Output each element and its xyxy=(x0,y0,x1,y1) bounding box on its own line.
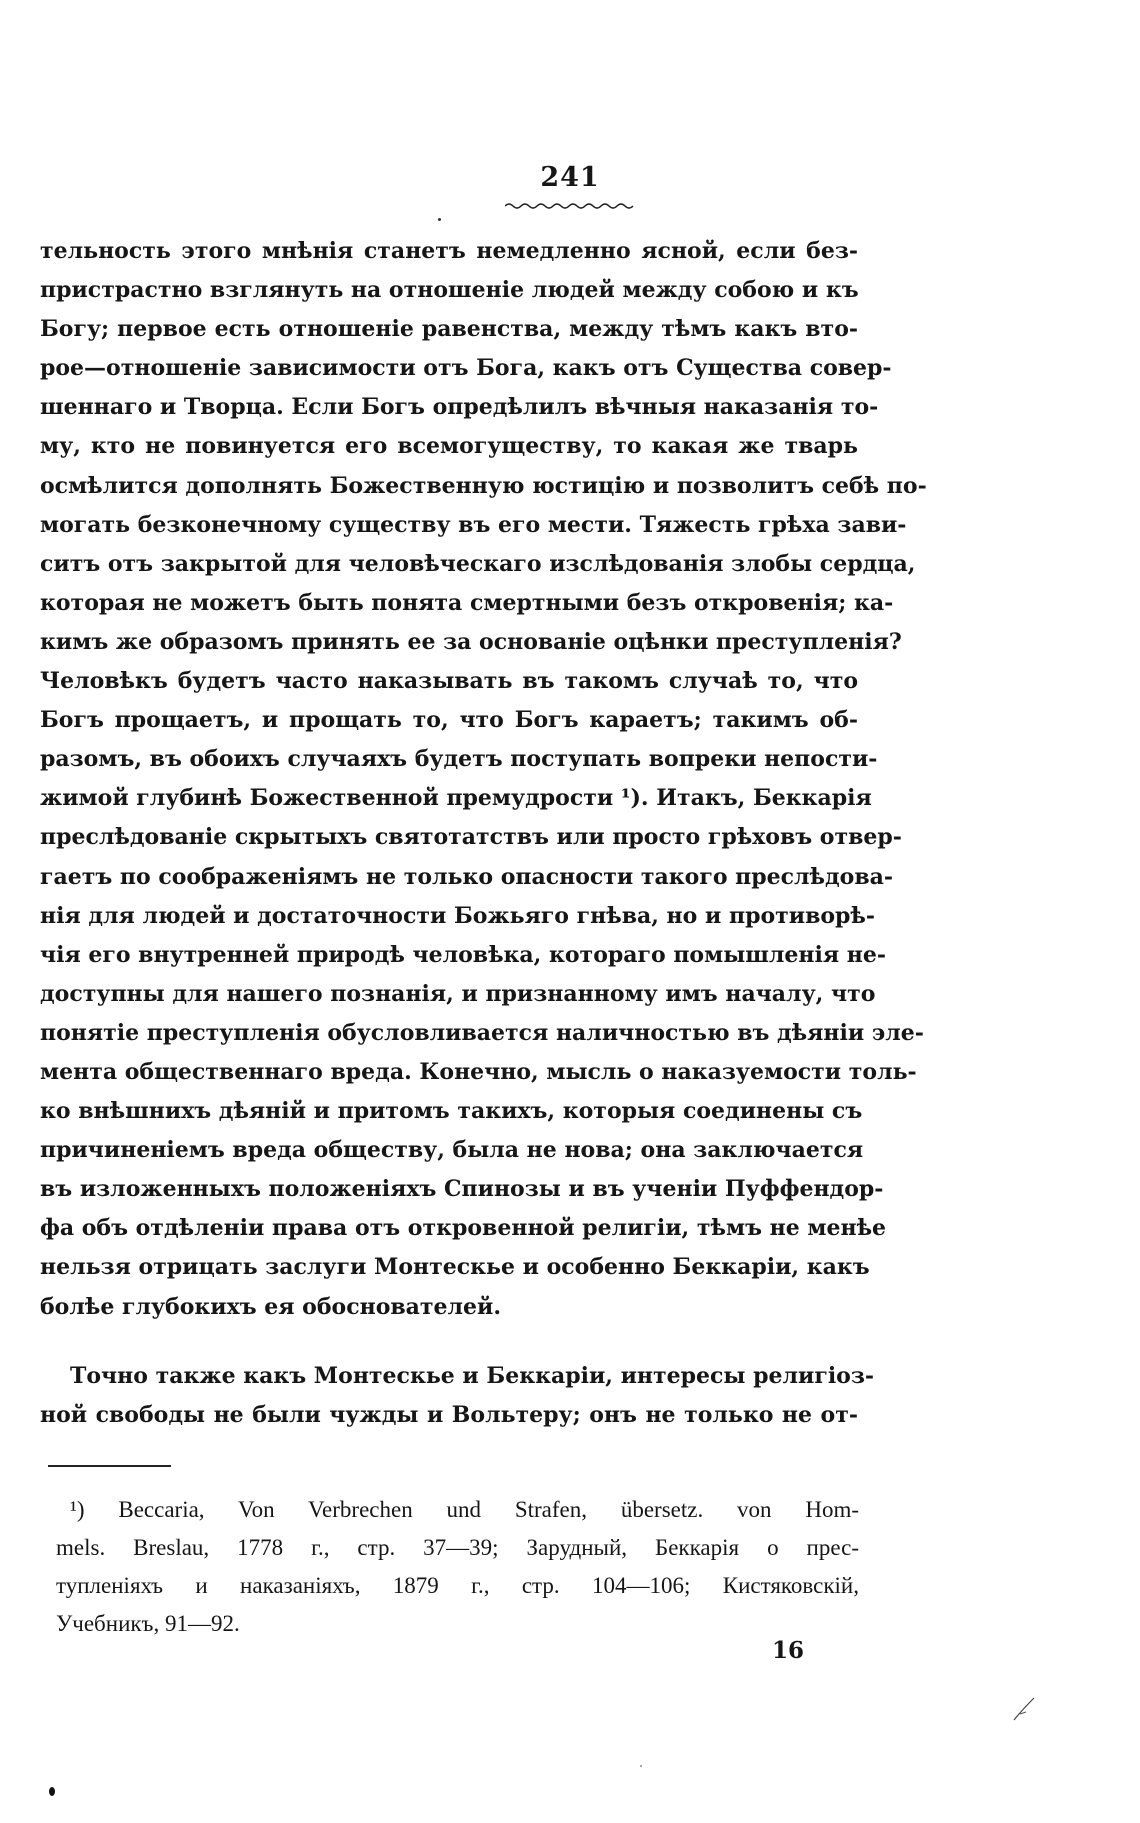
header-ornament xyxy=(0,196,1140,215)
footnote-line: тупленіяхъ и наказаніяхъ, 1879 г., стр. 104—106; Кистяковскій, xyxy=(56,1573,859,1598)
text-line: которая не можетъ быть понята смертными безъ откровенія; ка- xyxy=(40,589,894,616)
text-line: Человѣкъ будетъ часто наказывать въ такомъ случаѣ то, что xyxy=(40,668,858,695)
second-paragraph xyxy=(40,1357,875,1435)
page-number: 241 xyxy=(540,162,600,193)
text-line: ной свободы не были чужды и Вольтеру; онъ не только не от- xyxy=(40,1402,858,1429)
text-line: рое—отношеніе зависимости отъ Бога, какъ отъ Существа совер- xyxy=(40,355,892,382)
text-line: мента общественнаго вреда. Конечно, мысль о наказуемости толь- xyxy=(40,1058,917,1085)
text-line: чія его внутренней природѣ человѣка, котораго помышленія не- xyxy=(40,941,887,968)
text-line: преслѣдованіе скрытыхъ святотатствъ или просто грѣховъ отвер- xyxy=(40,824,902,851)
text-line: гаетъ по соображеніямъ не только опасности такого преслѣдова- xyxy=(40,863,894,890)
main-paragraph xyxy=(40,232,927,1327)
text-line: въ изложенныхъ положеніяхъ Спинозы и въ ученіи Пуффендор- xyxy=(40,1176,884,1203)
text-line: разомъ, въ обоихъ случаяхъ будетъ поступать вопреки непости- xyxy=(40,746,878,773)
text-line: кимъ же образомъ принять ее за основаніе оцѣнки преступленія? xyxy=(40,628,902,655)
text-line: тельность этого мнѣнія станетъ немедленно ясной, если без- xyxy=(40,238,858,264)
text-line: могать безконечному существу въ его мести. Тяжесть грѣха зави- xyxy=(40,511,907,538)
text-line: му, кто не повинуется его всемогуществу, то какая же тварь xyxy=(40,433,858,460)
footnote xyxy=(56,1491,859,1643)
footnote-line: ¹) Beccaria, Von Verbrechen und Strafen, übersetz. von Hom- xyxy=(70,1497,859,1522)
text-line: Богъ прощаетъ, и прощать то, что Богъ караетъ; такимъ об- xyxy=(40,707,858,734)
text-line: болѣе глубокихъ ея обоснователей. xyxy=(40,1293,502,1320)
footnote-line: Учебникъ, 91—92. xyxy=(56,1611,240,1636)
print-speck xyxy=(438,218,441,221)
text-line: нельзя отрицать заслуги Монтескье и особенно Беккаріи, какъ xyxy=(40,1254,870,1281)
text-line: фа объ отдѣленіи права отъ откровенной религіи, тѣмъ не менѣе xyxy=(40,1215,887,1242)
print-speck xyxy=(49,1787,55,1796)
text-line: Богу; первое есть отношеніе равенства, между тѣмъ какъ вто- xyxy=(40,316,858,343)
text-line: шеннаго и Творца. Если Богъ опредѣлилъ вѣчныя наказанія то- xyxy=(40,394,879,421)
print-speck xyxy=(640,1765,642,1767)
footnote-line: mels. Breslau, 1778 г., стр. 37—39; Зарудный, Беккарія о прес- xyxy=(56,1535,859,1560)
text-line: причиненіемъ вреда обществу, была не нова; она заключается xyxy=(40,1137,864,1164)
footnote-rule xyxy=(48,1465,171,1467)
text-line: понятіе преступленія обусловливается наличностью въ дѣяніи эле- xyxy=(40,1019,924,1046)
wavy-rule-icon xyxy=(505,201,635,211)
text-line: ситъ отъ закрытой для человѣческаго изслѣдованія злобы сердца, xyxy=(40,550,916,577)
pencil-mark-icon xyxy=(1012,1692,1036,1722)
text-line: доступны для нашего познанія, и признанному имъ началу, что xyxy=(40,980,876,1007)
text-line: ко внѣшнихъ дѣяній и притомъ такихъ, которыя соединены съ xyxy=(40,1098,863,1125)
text-line: нія для людей и достаточности Божьяго гнѣва, но и противорѣ- xyxy=(40,902,876,929)
signature-mark: 16 xyxy=(772,1637,805,1664)
text-line: осмѣлится дополнять Божественную юстицію и позволитъ себѣ по- xyxy=(40,472,927,499)
text-line: Точно также какъ Монтескье и Беккаріи, интересы религіоз- xyxy=(70,1363,875,1389)
text-line: пристрастно взглянуть на отношеніе людей между собою и къ xyxy=(40,277,859,304)
text-line: жимой глубинѣ Божественной премудрости ¹). Итакъ, Беккарія xyxy=(40,785,872,812)
